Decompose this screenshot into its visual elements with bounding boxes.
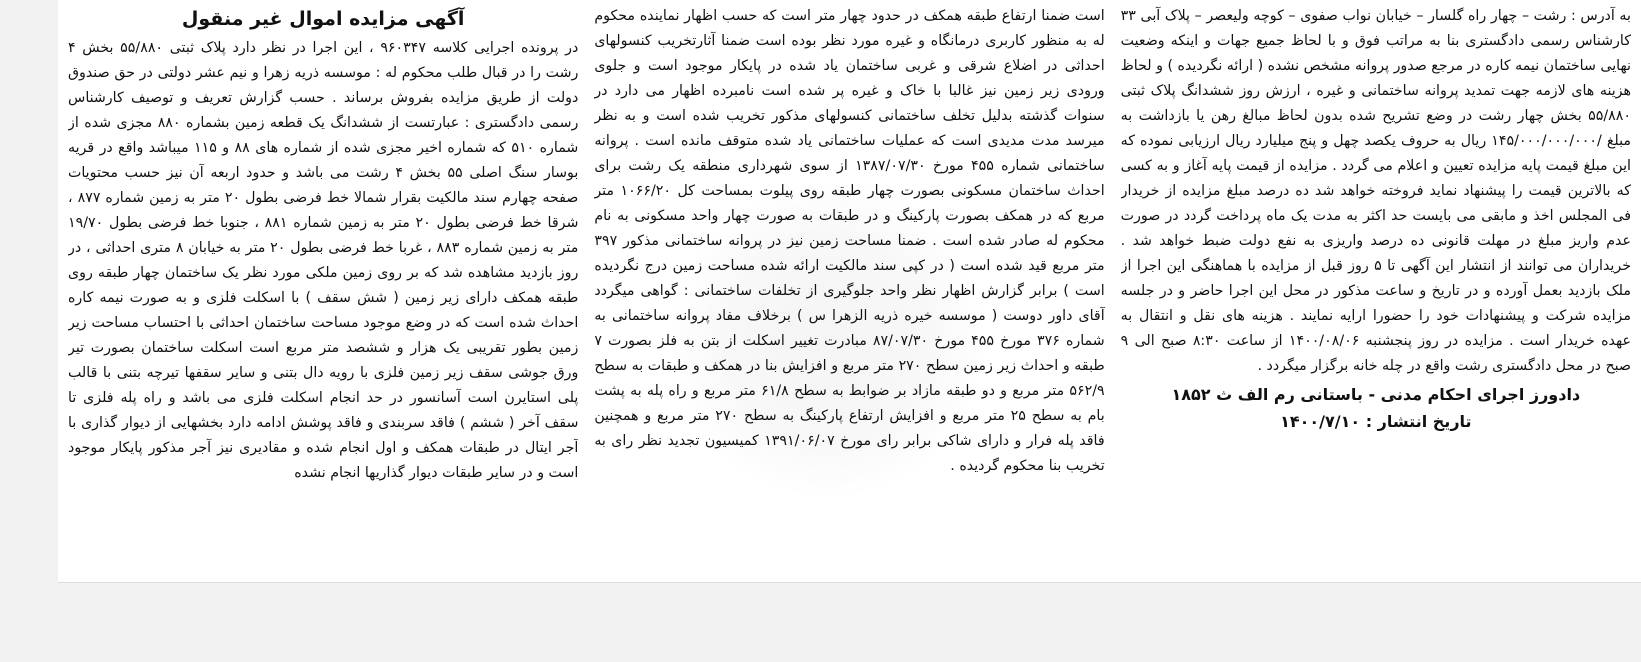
column-left-text: به آدرس : رشت – چهار راه گلسار – خیابان نواب صفوی – کوچه ولیعصر – پلاک آبی ۳۳ کارشناس رسمی دادگستری بنا به مراتب فوق و با لحاظ جمیع جهات و اینکه وضعیت نهایی ساختمان نیمه کاره در مرجع صدور پروانه مشخص نشده ( ارائه نگردیده ) و لحاظ هزینه های لازمه جهت تمدید پروانه ساختمانی و غیره ، ارزش روز ششدانگ پلاک ثبتی ۵۵/۸۸۰ بخش چهار رشت در وضع تشریح شده بدون لحاظ مبالغ رهن یا بازداشت به مبلغ /۱۴۵/۰۰۰/۰۰۰/۰۰۰ ریال به حروف یکصد چهل و پنج میلیارد ریال ارزیابی نموده که این مبلغ قیمت پایه مزایده تعیین و اعلام می گردد . مزایده از قیمت پایه آغاز و به کسی که بالاترین قیمت را پیشنهاد نماید فروخته خواهد شد ده درصد مبلغ مزایده از خریدار فی المجلس اخذ و مابقی می بایست حد اکثر به مدت یک ماه پرداخت گردد در صورت عدم واریز مبلغ در مهلت قانونی ده درصد واریزی به نفع دولت ضبط خواهد شد . خریداران می توانند از انتشار این آگهی تا ۵ روز قبل از مزایده با هماهنگی این اجرا از ملک بازدید بعمل آورده و در تاریخ و ساعت مذکور در محل این اجرا حاضر و در جلسه مزایده شرکت و پیشنهادات خود را حضورا ارایه نمایند . هزینه های نقل و انتقال به عهده خریدار است . مزایده در روز پنجشنبه ۱۴۰۰/۰۸/۰۶ از ساعت ۸:۳۰ صبح الی ۹ صبح در محل دادگستری رشت واقع در چله خانه برگزار میگردد . <box>1120 8 1631 374</box>
newspaper-clipping <box>58 0 1641 582</box>
column-right-text: در پرونده اجرایی کلاسه ۹۶۰۳۴۷ ، این اجرا در نظر دارد پلاک ثبتی ۵۵/۸۸۰ بخش ۴ رشت را در قبال طلب محکوم له : موسسه ذریه زهرا و نیم عشر دولتی در حق صندوق دولت از طریق مزایده بفروش برساند . حسب گزارش تعریف و توصیف کارشناس رسمی دادگستری : عبارتست از ششدانگ یک قطعه زمین بشماره ۸۸۰ مجزی شده از شماره ۵۱۰ که شماره اخیر مجزی شده از شماره های ۸۸ و ۱۱۵ میباشد واقع در قریه بوسار سنگ اصلی ۵۵ بخش ۴ رشت می باشد و حدود اربعه آن نیز حسب محتویات صفحه چهارم سند مالکیت بقرار شمالا خط فرضی بطول ۲۰ متر به زمین شماره ۸۷۷ ، شرقا خط فرضی بطول ۲۰ متر به زمین شماره ۸۸۱ ، جنوبا خط فرضی بطول ۱۹/۷۰ متر به زمین شماره ۸۸۳ ، غربا خط فرضی بطول ۲۰ متر به خیابان ۸ متری احداثی ، در روز بازدید مشاهده شد که بر روی زمین ملکی مورد نظر یک ساختمان چهار طبقه روی طبقه همکف دارای زیر زمین ( شش سقف ) با اسکلت فلزی و به صورت نیمه کاره احداث شده است که در وضع موجود مساحت ساختمان احداثی با احتساب مساحت زیر زمین بطور تقریبی یک هزار و ششصد متر مربع است اسکلت ساختمان بصورت تیر ورق جوشی سقف زیر زمین فلزی با رویه دال بتنی و سایر سقفها تیرچه بتنی با قالب پلی استایرن است آسانسور در حد انجام اسکلت فلزی می باشد و راه پله فلزی تا سقف آخر ( ششم ) فاقد سربندی و فاقد پوشش ادامه دارد بخشهایی از دیوار گذاری با آجر ایتال در طبقات همکف و اول انجام شده و مقادیری نیز آجر مذکور پایکار موجود است و در سایر طبقات دیوار گذاریها انجام نشده <box>68 40 579 481</box>
bottom-divider <box>58 582 1641 583</box>
ad-title: آگهی مزایده اموال غیر منقول <box>181 8 465 30</box>
publication-date: تاریخ انتشار : ۱۴۰۰/۷/۱۰ <box>1280 412 1472 431</box>
column-left <box>1121 4 1631 574</box>
column-middle-text: است ضمنا ارتفاع طبقه همکف در حدود چهار متر است که حسب اظهار نماینده محکوم له به منظور کاربری درمانگاه و غیره مورد نظر بوده است ضمنا آثارتخریب کنسولهای احداثی در اضلاع شرقی و غربی ساختمان یاد شده در پایکار موجود است و جلوی ورودی زیر زمین نیز غالبا با خاک و غیره پر شده است نامبرده اظهار می دارد در سنوات گذشته بدلیل تخلف ساختمانی کنسولهای مذکور تخریب شده است و به نظر میرسد مدت مدیدی است که عملیات ساختمانی یاد شده متوقف مانده است . پروانه ساختمانی شماره ۴۵۵ مورخ ۱۳۸۷/۰۷/۳۰ از سوی شهرداری منطقه یک رشت برای احداث ساختمان مسکونی بصورت چهار طبقه روی پیلوت بمساحت کل ۱۰۶۶/۲۰ متر مربع که در همکف بصورت پارکینگ و در طبقات به صورت چهار واحد مسکونی به نام محکوم له صادر شده است . ضمنا مساحت زمین نیز در پروانه ساختمانی مذکور ۳۹۷ متر مربع قید شده است ( در کپی سند مالکیت ارائه شده مساحت زمین درج نگردیده است ) برابر گزارش اظهار نظر واحد جلوگیری از تخلفات ساختمانی : گواهی میگردد آقای داور دوست ( موسسه خیره ذریه الزهرا س ) برخلاف مفاد پروانه ساختمانی به شماره ۳۷۶ مورخ ۴۵۵ مورخ ۸۷/۰۷/۳۰ مبادرت تغییر اسکلت از بتن به فلز بصورت ۷ طبقه و احداث زیر زمین سطح ۲۷۰ متر مربع و افزایش بنا در همکف و طبقات به سطح ۵۶۲/۹ متر مربع و دو طبقه مازاد بر ضوابط به سطح ۶۱/۸ متر مربع و راه پله به پشت بام به سطح ۲۵ متر مربع و افزایش ارتفاع پارکینگ به سطح ۲۷۰ متر مربع و همچنین فاقد پله فرار و دارای شاکی برابر رای مورخ ۱۳۹۱/۰۶/۰۷ کمیسیون تجدید نظر رای به تخریب بنا محکوم گردیده . <box>594 8 1105 474</box>
signature-line: دادورز اجرای احکام مدنی - باستانی رم الف ث ۱۸۵۲ <box>1171 385 1581 404</box>
column-middle <box>594 4 1104 574</box>
ad-columns <box>68 4 1631 574</box>
column-right <box>68 4 578 574</box>
